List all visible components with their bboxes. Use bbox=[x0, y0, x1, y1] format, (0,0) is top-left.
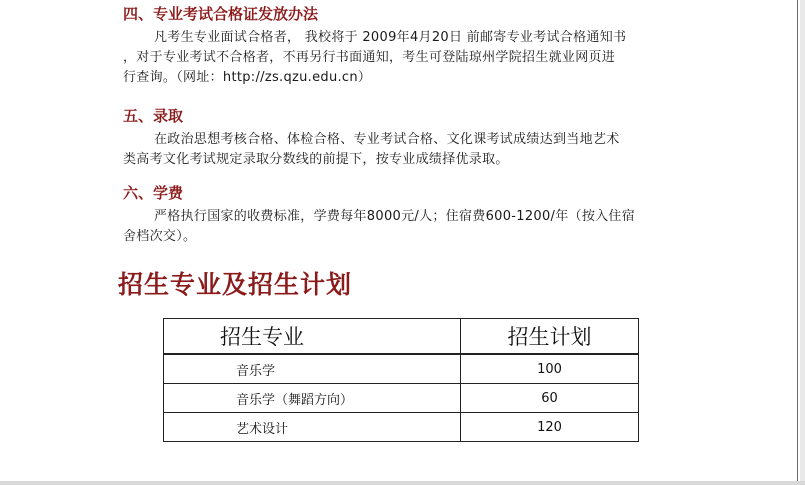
table-header-row bbox=[164, 319, 639, 355]
enrollment-plan-table bbox=[163, 318, 639, 442]
page-border-right bbox=[797, 0, 798, 485]
paragraph-line: 在政治思想考核合格、体检合格、专业考试合格、文化课考试成绩达到当地艺术 bbox=[154, 132, 620, 147]
page-border-bottom bbox=[0, 481, 805, 485]
paragraph-line: 类高考文化考试规定录取分数线的前提下，按专业成绩择优录取。 bbox=[123, 152, 509, 167]
section-heading: 六、学费 bbox=[123, 184, 184, 202]
paragraph-line: 行查询。（网址：http://zs.qzu.edu.cn） bbox=[123, 70, 372, 85]
section-admission bbox=[123, 106, 688, 170]
section-tuition bbox=[123, 183, 688, 247]
plan-cell: 60 bbox=[461, 384, 639, 413]
section-heading: 四、专业考试合格证发放办法 bbox=[123, 5, 319, 23]
column-header-plan: 招生计划 bbox=[461, 319, 639, 355]
section-heading: 五、录取 bbox=[123, 107, 184, 125]
table-row bbox=[164, 354, 639, 384]
paragraph-line: 严格执行国家的收费标准，学费每年8000元/人；住宿费600-1200/年（按入住宿 bbox=[154, 209, 636, 224]
enrollment-plan-title: 招生专业及招生计划 bbox=[118, 270, 353, 299]
table-row bbox=[164, 384, 639, 413]
table-row bbox=[164, 413, 639, 442]
major-cell: 音乐学 bbox=[164, 354, 461, 384]
section-paragraph bbox=[123, 207, 688, 247]
section-certificate-issuance bbox=[123, 4, 688, 88]
paragraph-line: 舍档次交）。 bbox=[123, 229, 197, 244]
section-paragraph bbox=[123, 130, 688, 170]
section-paragraph bbox=[123, 28, 688, 88]
plan-cell: 120 bbox=[461, 413, 639, 442]
major-cell: 艺术设计 bbox=[164, 413, 461, 442]
plan-cell: 100 bbox=[461, 354, 639, 384]
major-cell: 音乐学（舞蹈方向） bbox=[164, 384, 461, 413]
paragraph-line: ，对于专业考试不合格者，不再另行书面通知，考生可登陆琼州学院招生就业网页进 bbox=[123, 50, 616, 65]
paragraph-line: 凡考生专业面试合格者， 我校将于 2009年4月20日 前邮寄专业考试合格通知书 bbox=[154, 30, 627, 45]
page-border-shadow bbox=[800, 0, 805, 485]
column-header-major: 招生专业 bbox=[164, 319, 461, 355]
